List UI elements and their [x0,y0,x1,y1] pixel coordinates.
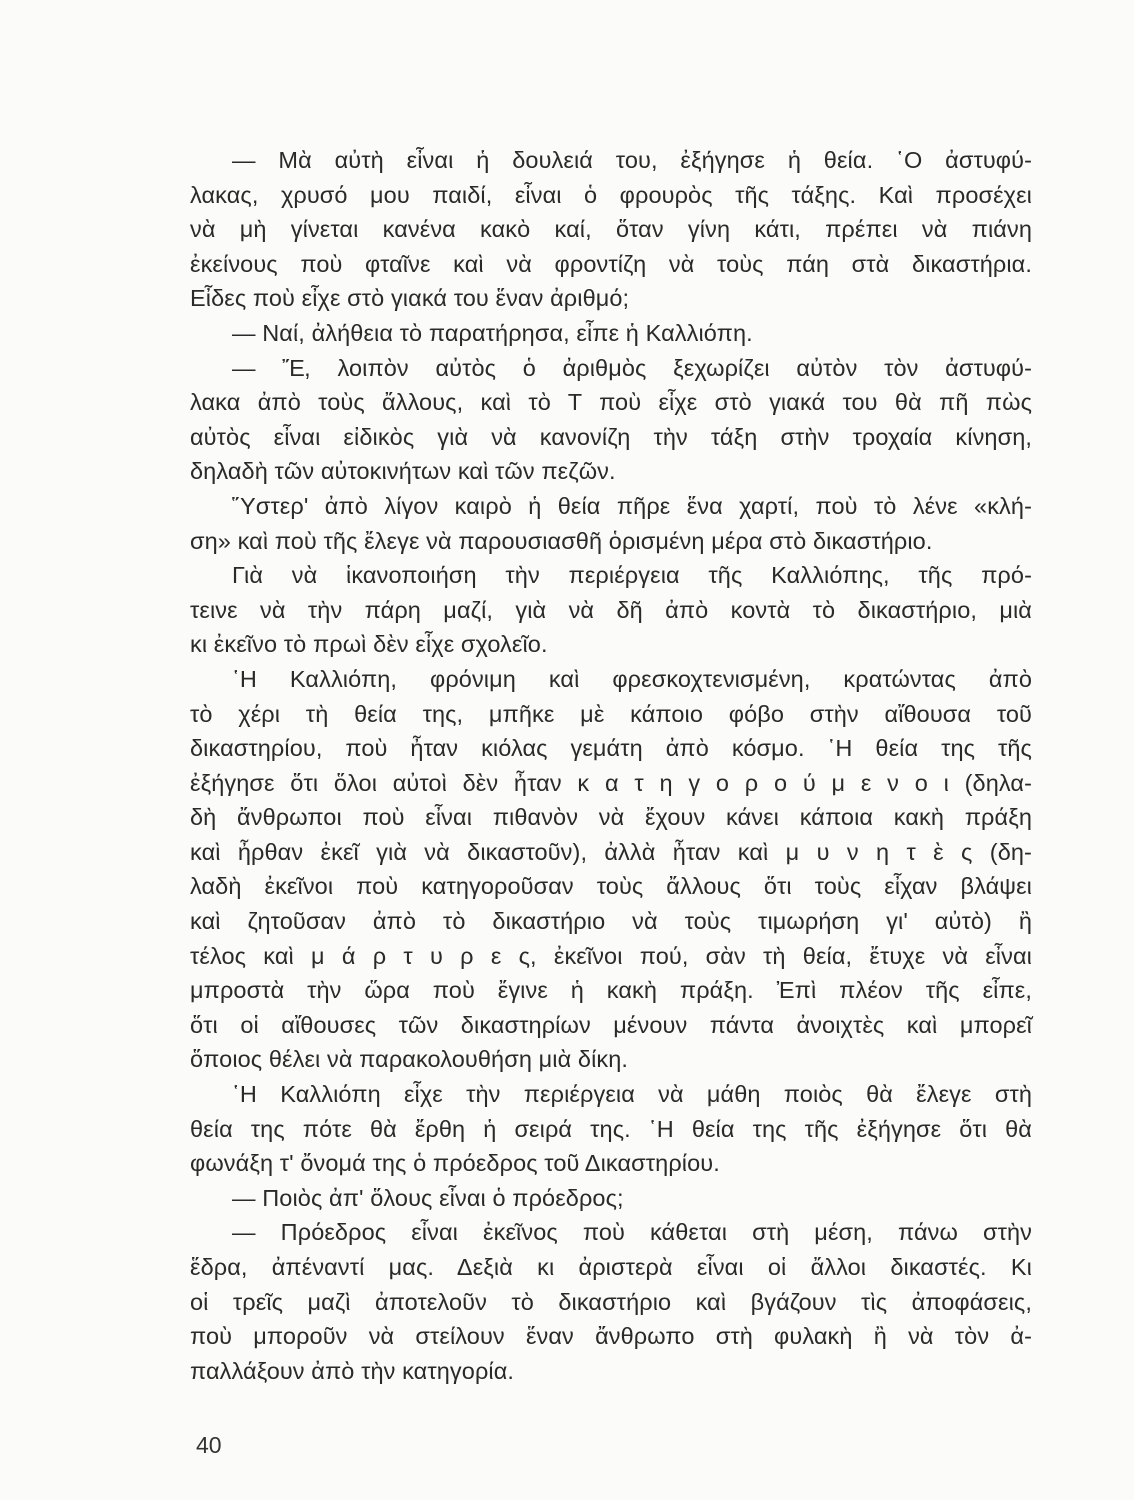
text-line: Ὕστερ' ἀπὸ λίγον καιρὸ ἡ θεία πῆρε ἕνα χαρτί, ποὺ τὸ λένε «κλή- [232,492,1032,519]
page-number: 40 [196,1432,222,1458]
text-line: ῾Η Καλλιόπη, φρόνιμη καὶ φρεσκοχτενισμένη, κρατώντας ἀπὸ [232,665,1032,692]
text-line: τέλος καὶ μ ά ρ τ υ ρ ε ς, ἐκεῖνοι πού, σὰν τὴ θεία, ἔτυχε νὰ εἶναι [190,942,1032,969]
body-text [190,143,1032,1388]
text-line: — Πρόεδρος εἶναι ἐκεῖνος ποὺ κάθεται στὴ μέση, πάνω στὴν [232,1219,1032,1246]
text-line: ὅποιος θέλει νὰ παρακολουθήση μιὰ δίκη. [190,1046,629,1073]
text-line: δηλαδὴ τῶν αὐτοκινήτων καὶ τῶν πεζῶν. [190,458,616,485]
text-line: θεία της πότε θὰ ἔρθη ἡ σειρά της. ῾Η θεία της τῆς ἐξήγησε ὅτι θὰ [190,1115,1032,1142]
text-line: ση» καὶ ποὺ τῆς ἔλεγε νὰ παρουσιασθῆ ὁρισμένη μέρα στὸ δικαστήριο. [190,527,933,554]
text-line: δικαστηρίου, ποὺ ἦταν κιόλας γεμάτη ἀπὸ κόσμο. ῾Η θεία της τῆς [190,735,1032,762]
text-line: τεινε νὰ τὴν πάρη μαζί, γιὰ νὰ δῆ ἀπὸ κοντὰ τὸ δικαστήριο, μιὰ [190,596,1032,623]
text-line: λακας, χρυσό μου παιδί, εἶναι ὁ φρουρὸς τῆς τάξης. Καὶ προσέχει [190,181,1032,208]
text-line: φωνάξη τ' ὄνομά της ὁ πρόεδρος τοῦ Δικαστηρίου. [190,1150,720,1177]
text-line: — Ἔ, λοιπὸν αὐτὸς ὁ ἀριθμὸς ξεχωρίζει αὐτὸν τὸν ἀστυφύ- [232,354,1032,381]
text-line: — Μὰ αὐτὴ εἶναι ἡ δουλειά του, ἐξήγησε ἡ θεία. ῾Ο ἀστυφύ- [232,147,1032,173]
text-line: κι ἐκεῖνο τὸ πρωὶ δὲν εἶχε σχολεῖο. [190,631,548,658]
text-line: τὸ χέρι τὴ θεία της, μπῆκε μὲ κάποιο φόβο στὴν αἴθουσα τοῦ [190,700,1032,727]
text-line: οἱ τρεῖς μαζὶ ἀποτελοῦν τὸ δικαστήριο καὶ βγάζουν τὶς ἀποφάσεις, [190,1288,1032,1315]
text-line: μπροστὰ τὴν ὥρα ποὺ ἔγινε ἡ κακὴ πράξη. Ἐπὶ πλέον τῆς εἶπε, [190,977,1032,1004]
text-line: ὅτι οἱ αἴθουσες τῶν δικαστηρίων μένουν πάντα ἀνοιχτὲς καὶ μπορεῖ [190,1011,1032,1038]
text-line: ῾Η Καλλιόπη εἶχε τὴν περιέργεια νὰ μάθη ποιὸς θὰ ἔλεγε στὴ [232,1081,1032,1108]
text-line: ἐκείνους ποὺ φταῖνε καὶ νὰ φροντίζη νὰ τοὺς πάη στὰ δικαστήρια. [190,250,1032,277]
text-line: δὴ ἄνθρωποι ποὺ εἶναι πιθανὸν νὰ ἔχουν κάνει κάποια κακὴ πράξη [190,804,1032,831]
text-line: — Ποιὸς ἀπ' ὅλους εἶναι ὁ πρόεδρος; [232,1184,624,1211]
text-line: Εἶδες ποὺ εἶχε στὸ γιακά του ἕναν ἀριθμό; [190,285,630,312]
text-line: καὶ ἦρθαν ἐκεῖ γιὰ νὰ δικαστοῦν), ἀλλὰ ἦταν καὶ μ υ ν η τ ὲ ς (δη- [190,838,1032,865]
text-line: λαδὴ ἐκεῖνοι ποὺ κατηγοροῦσαν τοὺς ἄλλους ὅτι τοὺς εἶχαν βλάψει [190,873,1032,900]
text-line: ποὺ μποροῦν νὰ στείλουν ἕναν ἄνθρωπο στὴ φυλακὴ ἢ νὰ τὸν ἀ- [190,1323,1032,1350]
text-line: — Ναί, ἀλήθεια τὸ παρατήρησα, εἶπε ἡ Καλλιόπη. [232,319,753,346]
text-line: νὰ μὴ γίνεται κανένα κακὸ καί, ὅταν γίνη κάτι, πρέπει νὰ πιάνη [190,216,1032,243]
text-line: ἐξήγησε ὅτι ὅλοι αὐτοὶ δὲν ἦταν κ α τ η γ ο ρ ο ύ μ ε ν ο ι (δηλα- [190,769,1032,796]
text-line: Γιὰ νὰ ἱκανοποιήση τὴν περιέργεια τῆς Καλλιόπης, τῆς πρό- [232,562,1032,589]
text-line: αὐτὸς εἶναι εἰδικὸς γιὰ νὰ κανονίζη τὴν τάξη στὴν τροχαία κίνηση, [190,423,1032,450]
text-line: ἕδρα, ἀπέναντί μας. Δεξιὰ κι ἀριστερὰ εἶναι οἱ ἄλλοι δικαστές. Κι [190,1254,1032,1280]
text-line: λακα ἀπὸ τοὺς ἄλλους, καὶ τὸ Τ ποὺ εἶχε στὸ γιακά του θὰ πῆ πὼς [190,389,1032,416]
text-line: καὶ ζητοῦσαν ἀπὸ τὸ δικαστήριο νὰ τοὺς τιμωρήση γι' αὐτὸ) ἢ [190,908,1032,935]
text-line: παλλάξουν ἀπὸ τὴν κατηγορία. [190,1357,515,1384]
